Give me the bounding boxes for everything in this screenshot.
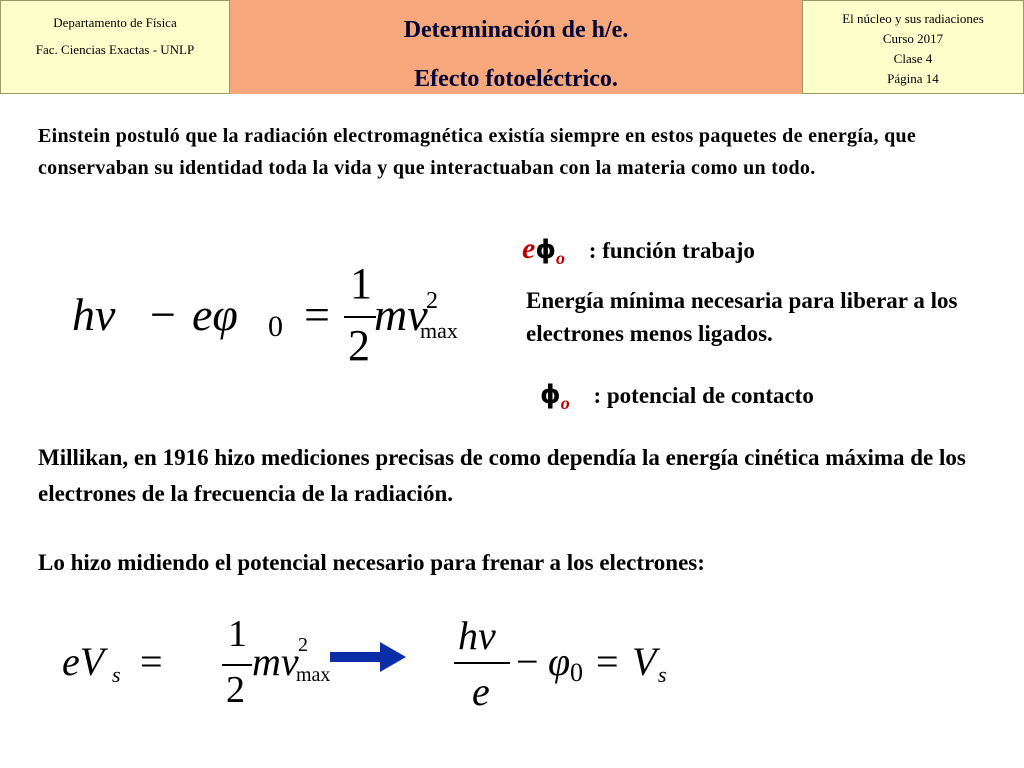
slide-title: Determinación de h/e.: [403, 17, 629, 43]
photoelectric-equation: hν − eφ 0 = 1 2 mv 2 max: [72, 259, 458, 370]
right-arrow-icon: [330, 642, 406, 672]
stopping-potential-sentence: Lo hizo midiendo el potencial necesario para frenar a los electrones:: [38, 550, 705, 575]
millikan-paragraph: Millikan, en 1916 hizo mediciones precisas de como dependía la energía cinética máxima de los electrones de la frecuencia de la radiación.: [38, 445, 966, 506]
work-function-description: Energía mínima necesaria para liberar a los electrones menos ligados.: [526, 288, 958, 346]
contact-potential-symbol: $\phi_o$: [540, 380, 570, 413]
course-year: Curso 2017: [882, 31, 944, 46]
class-number: Clase 4: [893, 51, 933, 66]
page-number: Página 14: [887, 71, 939, 86]
faculty-label: Fac. Ciencias Exactas - UNLP: [35, 42, 195, 57]
stopping-potential-equation: hν e − φ 0 = V s: [452, 612, 682, 722]
work-function-row: [522, 232, 755, 269]
course-name: El núcleo y sus radiaciones: [842, 11, 984, 26]
header-right-box: [802, 0, 1024, 94]
contact-potential-row: [540, 380, 814, 414]
work-function-label: : función trabajo: [588, 238, 755, 263]
slide-subtitle: Efecto fotoeléctrico.: [414, 66, 618, 92]
department-label: Departamento de Física: [53, 15, 177, 30]
header-title-box: [230, 0, 802, 94]
einstein-paragraph: Einstein postuló que la radiación electromagnética existía siempre en estos paquetes de energía, que conservaban su identidad toda la vida y que interactuaban con la materia como un todo.: [38, 125, 917, 179]
stopping-energy-equation: eV s = 1 2 mv 2 max: [62, 613, 331, 711]
header-left-box: [0, 0, 230, 94]
contact-potential-label: : potencial de contacto: [593, 383, 814, 408]
work-function-symbol: $e\phi_o$: [522, 232, 566, 268]
